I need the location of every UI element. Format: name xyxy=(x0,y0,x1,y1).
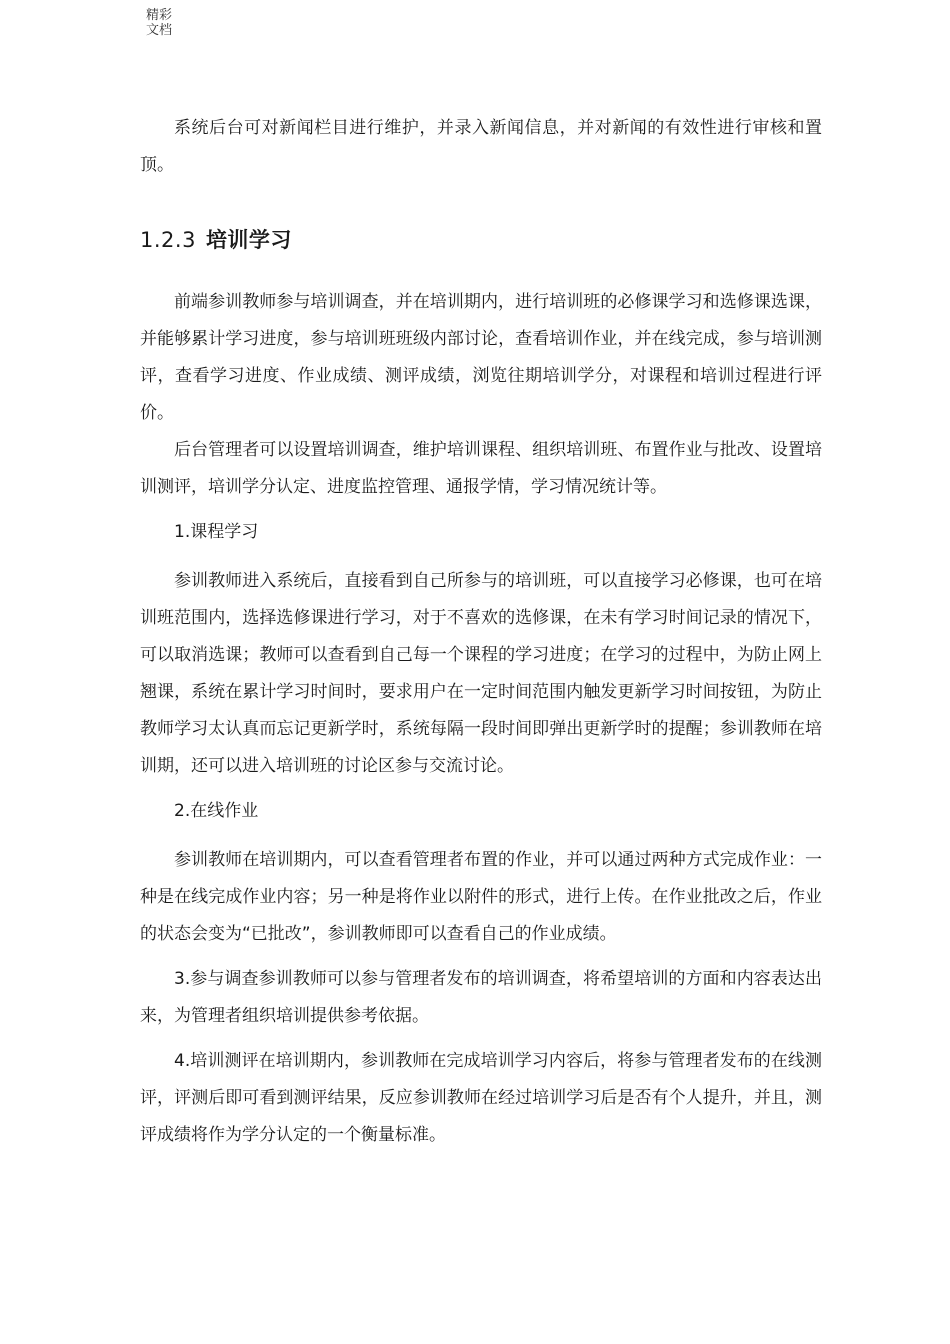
section-heading xyxy=(140,224,822,256)
paragraph-assessment: 4.培训测评在培训期内，参训教师在完成培训学习内容后，将参与管理者发布的在线测评，评测后即可看到测评结果，反应参训教师在经过培训学习后是否有个人提升，并且，测评成绩将作为学分认定的一个衡量标准。 xyxy=(140,1051,822,1145)
intro-paragraph: 系统后台可对新闻栏目进行维护，并录入新闻信息，并对新闻的有效性进行审核和置顶。 xyxy=(140,118,822,175)
subheading-online-homework: 2.在线作业 xyxy=(174,801,259,821)
paragraph-backend: 后台管理者可以设置培训调查，维护培训课程、组织培训班、布置作业与批改、设置培训测评，培训学分认定、进度监控管理、通报学情，学习情况统计等。 xyxy=(140,440,822,497)
section-title: 培训学习 xyxy=(205,228,292,252)
subheading-course-learning: 1.课程学习 xyxy=(174,522,259,542)
paragraph-survey: 3.参与调查参训教师可以参与管理者发布的培训调查，将希望培训的方面和内容表达出来，为管理者组织培训提供参考依据。 xyxy=(140,969,822,1026)
paragraph-frontend: 前端参训教师参与培训调查，并在培训期内，进行培训班的必修课学习和选修课选课，并能够累计学习进度，参与培训班班级内部讨论，查看培训作业，并在线完成，参与培训测评，查看学习进度、作业成绩、测评成绩，浏览往期培训学分，对课程和培训过程进行评价。 xyxy=(140,292,822,423)
document-body xyxy=(140,110,822,1154)
paragraph-course-learning: 参训教师进入系统后，直接看到自己所参与的培训班，可以直接学习必修课，也可在培训班范围内，选择选修课进行学习，对于不喜欢的选修课，在未有学习时间记录的情况下，可以取消选课；教师可以查看到自己每一个课程的学习进度；在学习的过程中，为防止网上翘课，系统在累计学习时间时，要求用户在一定时间范围内触发更新学习时间按钮，为防止教师学习太认真而忘记更新学时，系统每隔一段时间即弹出更新学时的提醒；参训教师在培训期，还可以进入培训班的讨论区参与交流讨论。 xyxy=(140,571,822,776)
header-mark: 精彩文档 xyxy=(146,8,173,38)
paragraph-online-homework: 参训教师在培训期内，可以查看管理者布置的作业，并可以通过两种方式完成作业：一种是在线完成作业内容；另一种是将作业以附件的形式，进行上传。在作业批改之后，作业的状态会变为“已批改”，参训教师即可以查看自己的作业成绩。 xyxy=(140,850,822,944)
section-number: 1.2.3 xyxy=(140,228,196,252)
